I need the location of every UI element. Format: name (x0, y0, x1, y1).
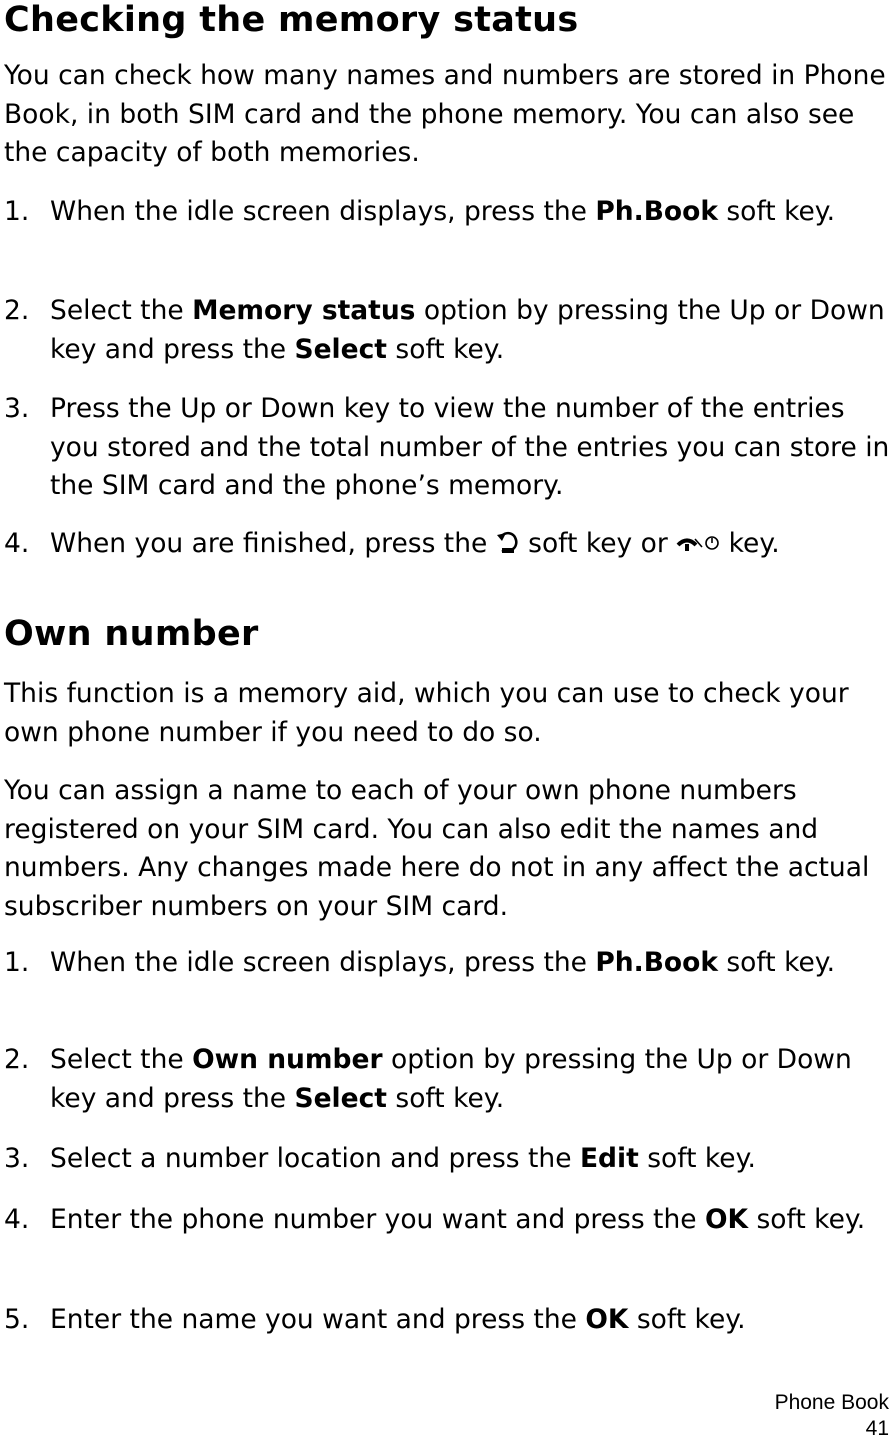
step-text: Select a number location and press the (50, 1143, 580, 1174)
step-number: 4. (4, 528, 30, 559)
page-number: 41 (865, 1417, 889, 1440)
memory-status-step-4 (4, 525, 892, 567)
step-text: soft key. (628, 1304, 746, 1335)
own-number-step-3 (4, 1140, 892, 1179)
step-key-label: Select (294, 333, 387, 365)
own-number-step-4 (4, 1201, 892, 1240)
step-key-label: Ph.Book (595, 947, 718, 978)
step-option-label: Memory status (192, 295, 416, 326)
step-text: soft key. (717, 947, 836, 978)
step-text: option by pressing the Up or Down key and press the (50, 295, 885, 365)
step-text: soft key. (386, 333, 505, 365)
step-text: Press the Up or Down key to view the number of the entries you stored and the total number of the entries you can store in the SIM card and the phone’s memory. (50, 393, 890, 501)
step-text: Select the (50, 1044, 193, 1075)
step-text: soft key or (519, 528, 677, 559)
memory-status-step-1 (4, 193, 892, 232)
step-key-label: Edit (579, 1143, 639, 1174)
own-number-step-5 (4, 1301, 892, 1340)
step-number: 1. (4, 196, 30, 227)
step-text: Enter the name you want and press the (50, 1304, 586, 1335)
section-title-memory-status: Checking the memory status (4, 0, 579, 40)
own-number-step-2 (4, 1041, 892, 1118)
step-text: When you are finished, press the (50, 528, 496, 559)
step-number: 2. (4, 1044, 30, 1075)
step-option-label: Own number (192, 1044, 383, 1075)
footer-section-name: Phone Book (774, 1391, 889, 1414)
step-key-label: Select (294, 1082, 387, 1114)
step-text: Select the (50, 295, 193, 326)
step-number: 5. (4, 1304, 30, 1335)
step-text: option by pressing the Up or Down key and press the (50, 1044, 852, 1114)
own-number-intro-1: This function is a memory aid, which you can use to check your own phone number if you need to do so. (4, 678, 849, 748)
own-number-step-1 (4, 944, 892, 983)
step-number: 4. (4, 1204, 30, 1235)
step-text: key. (720, 528, 780, 559)
step-text: When the idle screen displays, press the (50, 196, 596, 227)
memory-status-intro: You can check how many names and numbers are stored in Phone Book, in both SIM card and the phone memory. You can also see the capacity of both memories. (4, 60, 886, 168)
step-number: 2. (4, 295, 30, 326)
step-number: 3. (4, 1143, 30, 1174)
step-key-label: OK (704, 1204, 749, 1235)
memory-status-step-2 (4, 292, 892, 369)
step-text: soft key. (638, 1143, 756, 1174)
end-call-power-icon (676, 528, 720, 567)
step-key-label: OK (585, 1304, 629, 1335)
memory-status-step-3 (4, 390, 892, 506)
step-text: soft key. (748, 1204, 866, 1235)
step-text: When the idle screen displays, press the (50, 947, 596, 978)
back-arrow-icon (496, 528, 520, 567)
own-number-intro-2: You can assign a name to each of your own phone numbers registered on your SIM card. You can also edit the names and numbers. Any changes made here do not in any affect the actual subscriber numbers on your SIM card. (4, 775, 870, 922)
step-number: 3. (4, 393, 30, 424)
step-text: soft key. (717, 196, 836, 227)
step-text: soft key. (386, 1082, 505, 1114)
step-text: Enter the phone number you want and press the (50, 1204, 705, 1235)
section-title-own-number: Own number (4, 614, 259, 654)
step-number: 1. (4, 947, 30, 978)
step-key-label: Ph.Book (595, 196, 718, 227)
